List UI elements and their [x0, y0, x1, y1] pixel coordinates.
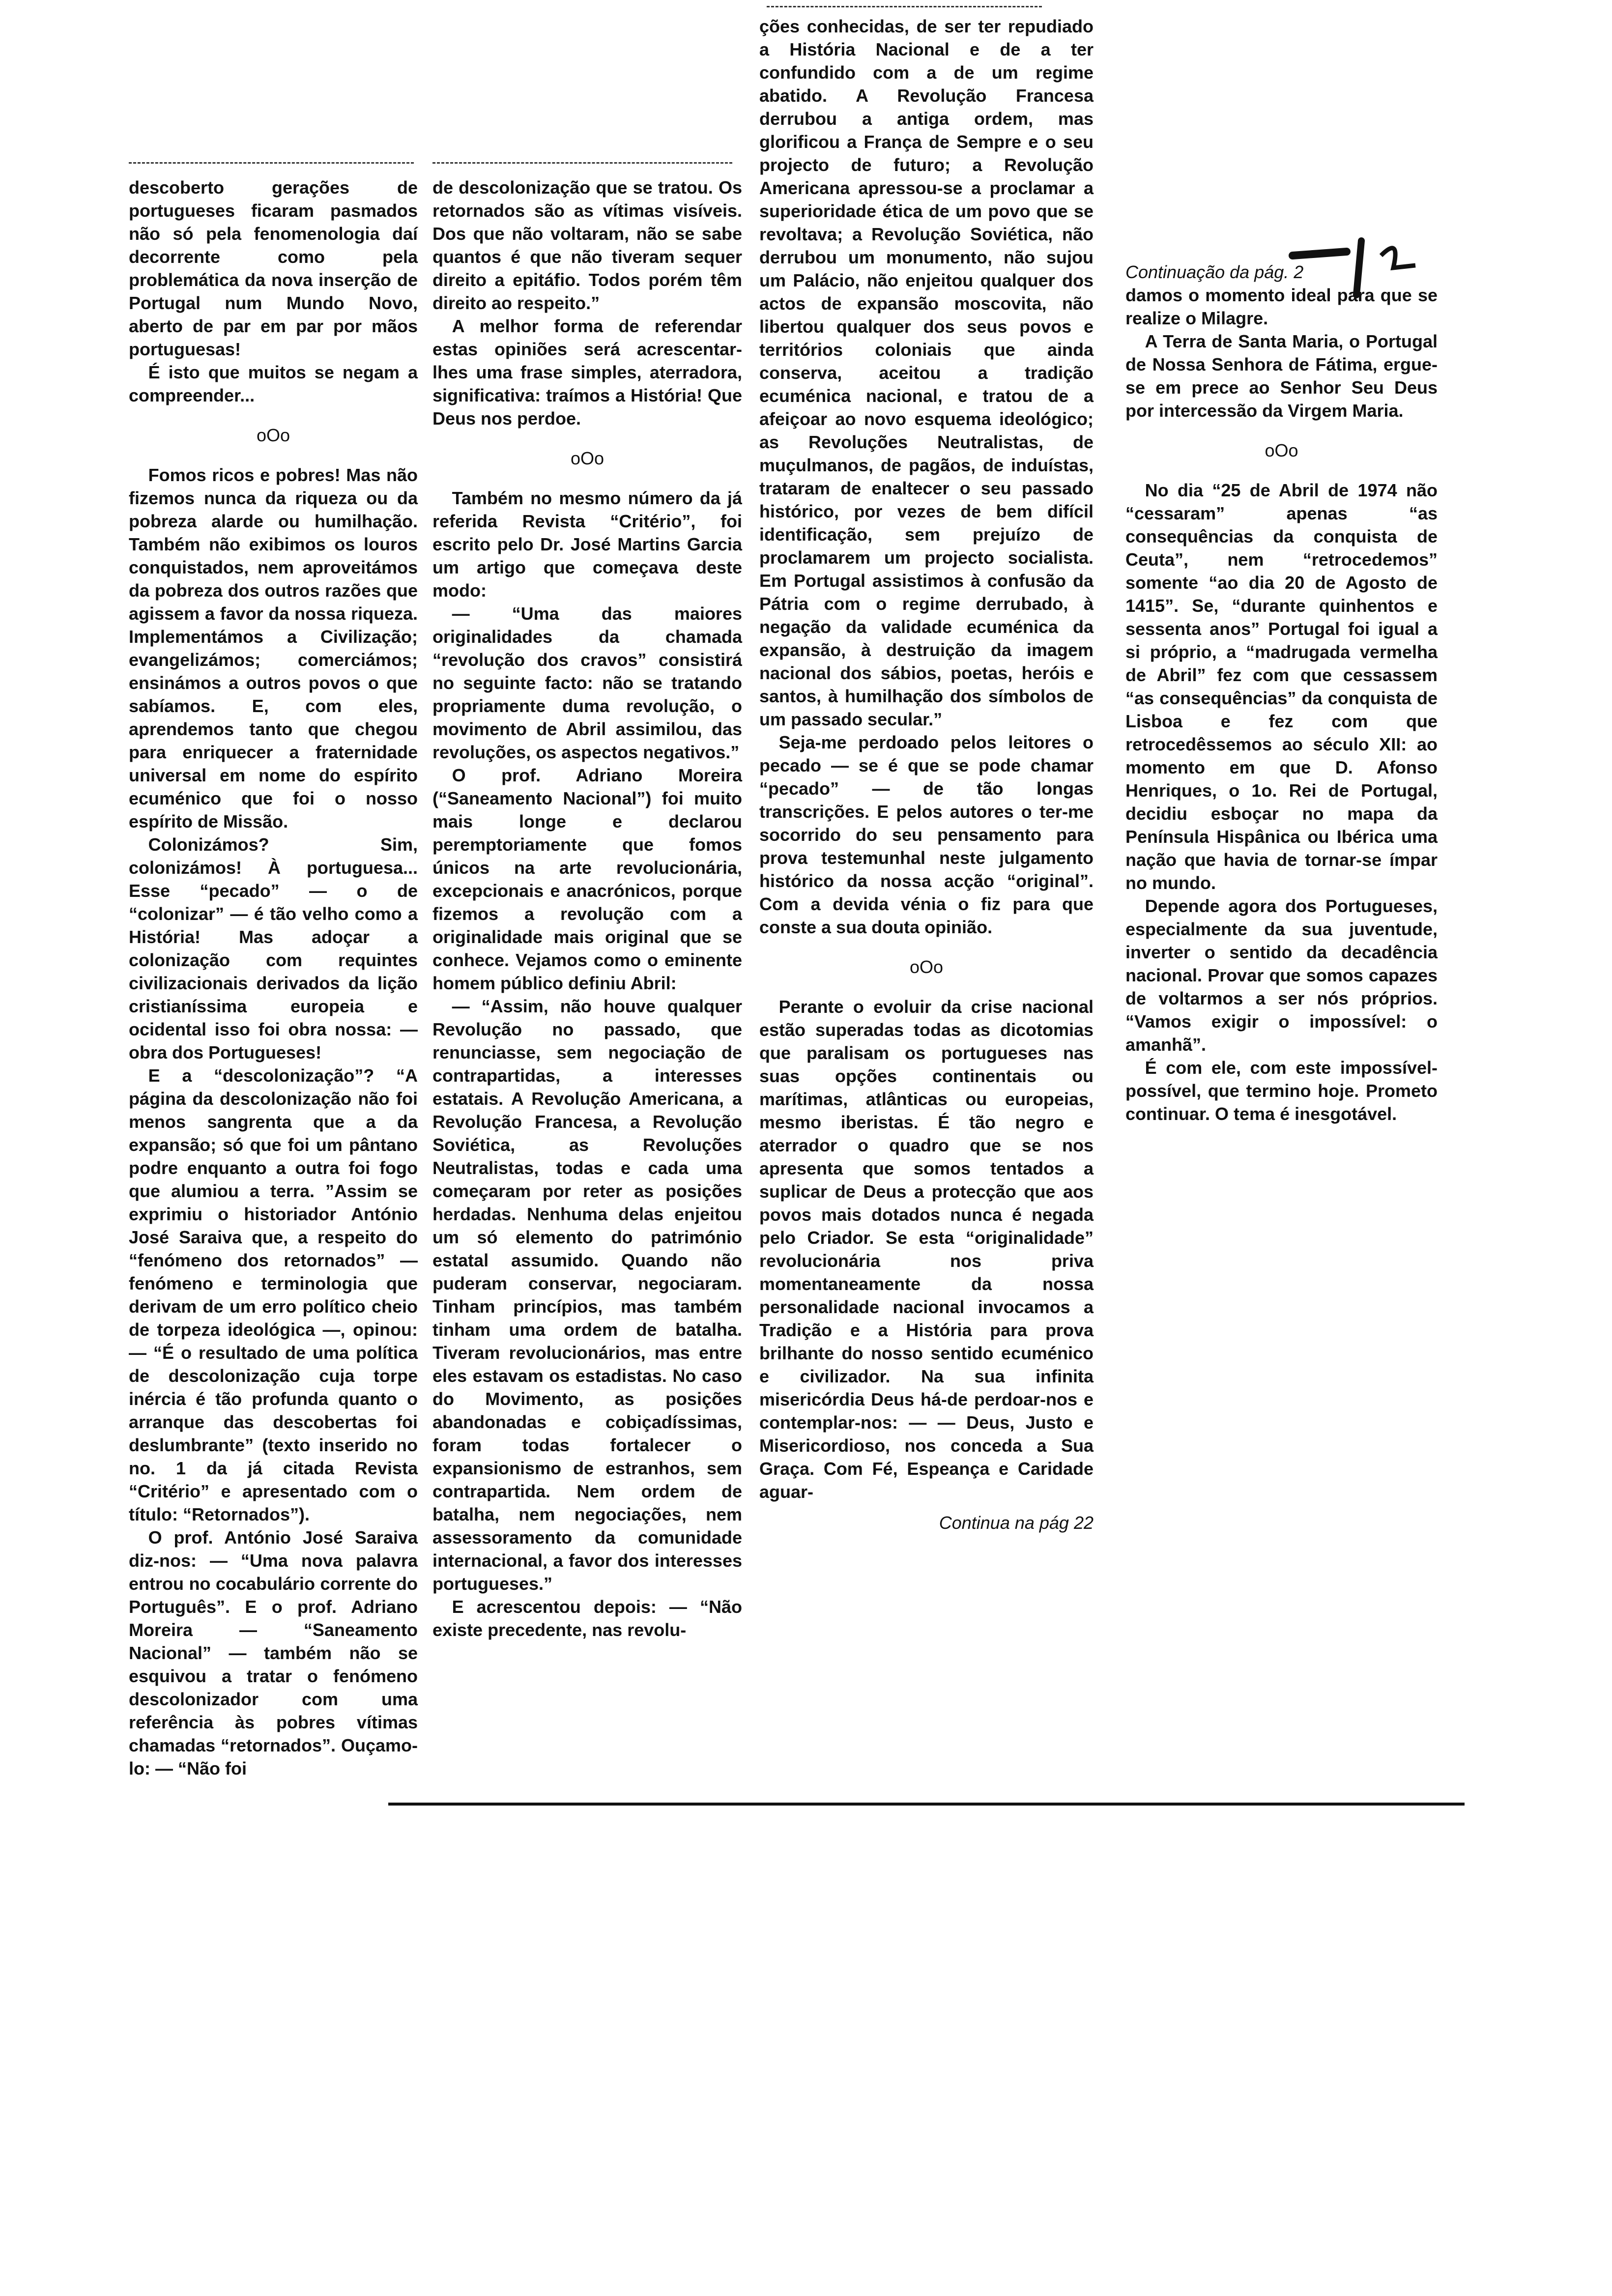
scan-artifact-line	[767, 6, 1042, 9]
paragraph: Fomos ricos e pobres! Mas não fizemos nunca da riqueza ou da pobreza alarde ou humilhação. Também não exibimos os louros conquistados, nem aproveitámos da pobreza dos outros razões que agissem a favor da nossa riqueza. Implementámos a Civilização; evangelizámos; comerciámos; ensinámos a outros povos o que sabíamos. E, com eles, aprendemos tanto que chegou para enriquecer a fraternidade universal em nome do espírito ecuménico que foi o nosso espírito de Missão.	[129, 465, 418, 832]
paragraph: E a “descolonização”? “A página da descolonização não foi menos sangrenta que a da expansão; só que foi um pântano podre enquanto a outra foi fogo que alumiou a terra. ”Assim se exprimiu o historiador António José Saraiva que, a respeito do “fenómeno dos retornados” — fenómeno e terminologia que derivam de um erro político cheio de torpeza ideológica —, opinou: — “É o resultado de uma política de descolonização cuja torpe inércia é tão profunda quanto o arranque das descobertas foi deslumbrante” (texto inserido no no. 1 da já citada Revista “Critério” e apresentado com o título: “Retornados”).	[129, 1065, 418, 1524]
continued-on-page-note: Continua na pág 22	[939, 1513, 1094, 1533]
paragraph: E acrescentou depois: — “Não existe precedente, nas revolu-	[432, 1597, 742, 1640]
section-separator: oOo	[570, 448, 604, 468]
paragraph: Depende agora dos Portugueses, especialmente da sua juventude, inverter o sentido da decadência nacional. Provar que somos capazes de voltarmos a ser nós próprios. “Vamos exigir o impossível: o amanhã”.	[1125, 896, 1438, 1055]
paragraph: A Terra de Santa Maria, o Portugal de Nossa Senhora de Fátima, ergue-se em prece ao Senhor Seu Deus por intercessão da Virgem Maria.	[1125, 331, 1438, 421]
section-separator: oOo	[256, 425, 290, 445]
paragraph: No dia “25 de Abril de 1974 não “cessaram” apenas “as consequências da conquista de Ceuta”, nem “retrocedemos” somente “ao dia 20 de Agosto de 1415”. Se, “durante quinhentos e sessenta anos” Portugal foi igual a si próprio, a “madrugada vermelha de Abril” fez com que cessassem “as consequências” da conquista de Lisboa e fez com que retrocedêssemos ao século XII: ao momento em que D. Afonso Henriques, o 1o. Rei de Portugal, decidiu esboçar no mapa da Península Hispânica ou Ibérica uma nação que havia de tornar-se ímpar no mundo.	[1125, 480, 1438, 893]
paragraph: de descolonização que se tratou. Os retornados são as vítimas visíveis. Dos que não voltaram, não se sabe quantos é que não tiveram sequer direito a epitáfio. Todos porém têm direito ao respeito.”	[432, 177, 742, 313]
paragraph: Perante o evoluir da crise nacional estão superadas todas as dicotomias que paralisam os portugueses nas suas opções continentais ou marítimas, atlânticas ou europeias, mesmo iberistas. É tão negro e aterrador o quadro que se nos apresenta que somos tentados a suplicar de Deus a protecção que aos povos mais dotados nunca é negada pelo Criador. Se esta “originalidade” revolucionária nos priva momentaneamente da nossa personalidade nacional invocamos a Tradição e a História para prova brilhante do nosso sentido ecuménico e civilizador. Na sua infinita misericórdia Deus há-de perdoar-nos e contemplar-nos: — — Deus, Justo e Misericordioso, nos conceda a Sua Graça. Com Fé, Espeança e Caridade aguar-	[759, 997, 1094, 1502]
paragraph: Colonizámos? Sim, colonizámos! À portuguesa... Esse “pecado” — o de “colonizar” — é tão velho como a História! Mas adoçar a colonização com requintes civilizacionais derivados da lição cristianíssima europeia e ocidental isso foi obra nossa: — obra dos Portugueses!	[129, 834, 418, 1062]
paragraph: O prof. Adriano Moreira (“Saneamento Nacional”) foi muito mais longe e declarou peremptoriamente que fomos únicos na arte revolucionária, excepcionais e anacrónicos, porque fizemos a revolução com a originalidade mais original que se conhece. Vejamos como o eminente homem público definiu Abril:	[432, 765, 742, 993]
article-column-1	[129, 176, 418, 1780]
article-column-3	[759, 15, 1094, 1534]
paragraph: Seja-me perdoado pelos leitores o pecado — se é que se pode chamar “pecado” — de tão longas transcrições. E pelos autores o ter-me socorrido do seu pensamento para prova testemunhal neste julgamento histórico da nossa acção “original”. Com a devida vénia o fiz para que conste a sua douta opinião.	[759, 732, 1094, 937]
article-column-2	[432, 176, 742, 1641]
section-separator: oOo	[1265, 440, 1298, 460]
paragraph: É isto que muitos se negam a compreender...	[129, 362, 418, 405]
paragraph: ções conhecidas, de ser ter repudiado a História Nacional e de a ter confundido com a de um regime abatido. A Revolução Francesa derrubou a antiga ordem, mas glorificou a França de Sempre e o seu projecto de futuro; a Revolução Americana apressou-se a proclamar a superioridade ética de um povo que se revoltava; a Revolução Soviética, não derrubou um monumento, não sujou um Palácio, não enjeitou qualquer dos actos de expansão moscovita, não libertou qualquer dos seus povos e territórios coloniais que ainda conserva, aceitou a tradição ecuménica nacional, e tratou de a afeiçoar ao novo esquema ideológico; as Revoluções Neutralistas, de muçulmanos, de pagãos, de induístas, trataram de enaltecer o seu passado histórico, por vezes de bem difícil identificação, sem prejuízo de proclamarem um projecto socialista. Em Portugal assistimos à confusão da Pátria com o regime derrubado, à negação da validade ecuménica da expansão, à destruição da imagem nacional dos sábios, poetas, heróis e santos, à humilhação dos símbolos de um passado secular.”	[759, 16, 1094, 729]
paragraph: O prof. António José Saraiva diz-nos: — “Uma nova palavra entrou no cocabulário corrente do Português”. E o prof. Adriano Moreira — “Saneamento Nacional” — também não se esquivou a tratar o fenómeno descolonizador com uma referência às pobres vítimas chamadas “retornados”. Ouçamo-lo: — “Não foi	[129, 1527, 418, 1779]
article-column-4	[1125, 260, 1438, 1125]
paragraph: É com ele, com este impossível-possível, que termino hoje. Prometo continuar. O tema é inesgotável.	[1125, 1058, 1438, 1124]
paragraph: damos o momento ideal para que se realize o Milagre.	[1125, 285, 1438, 328]
scan-artifact-line	[432, 162, 732, 165]
paragraph: — “Assim, não houve qualquer Revolução no passado, que renunciasse, sem negociação de contrapartidas, a interesses estatais. A Revolução Americana, a Revolução Francesa, a Revolução Soviética, as Revoluções Neutralistas, todas e cada uma começaram por reter as posições herdadas. Nenhuma delas enjeitou um só elemento do património estatal assumido. Quando não puderam conservar, negociaram. Tinham princípios, mas também tinham uma ordem de batalha. Tiveram revolucionários, mas entre eles estavam os estadistas. No caso do Movimento, as posições abandonadas e cobiçadíssimas, foram todas fortalecer o expansionismo de estranhos, sem contrapartida. Nem ordem de batalha, nem negociações, nem assessoramento da comunidade internacional, a favor dos interesses portugueses.”	[432, 996, 742, 1594]
continued-from-note: Continuação da pág. 2	[1125, 262, 1304, 282]
paragraph: — “Uma das maiores originalidades da chamada “revolução dos cravos” consistirá no seguinte facto: não se tratando propriamente duma revolução, o movimento de Abril assimilou, das revoluções, os aspectos negativos.”	[432, 603, 742, 762]
paragraph: descoberto gerações de portugueses ficaram pasmados não só pela fenomenologia daí decorrente como pela problemática da nova inserção de Portugal num Mundo Novo, aberto de par em par por mãos portuguesas!	[129, 177, 418, 359]
section-separator: oOo	[909, 957, 944, 977]
bottom-rule	[388, 1803, 1465, 1806]
paragraph: Também no mesmo número da já referida Revista “Critério”, foi escrito pelo Dr. José Martins Garcia um artigo que começava deste modo:	[432, 488, 742, 601]
scan-artifact-line	[129, 162, 414, 165]
paragraph: A melhor forma de referendar estas opiniões será acrescentar-lhes uma frase simples, aterradora, significativa: traímos a História! Que Deus nos perdoe.	[432, 316, 742, 429]
